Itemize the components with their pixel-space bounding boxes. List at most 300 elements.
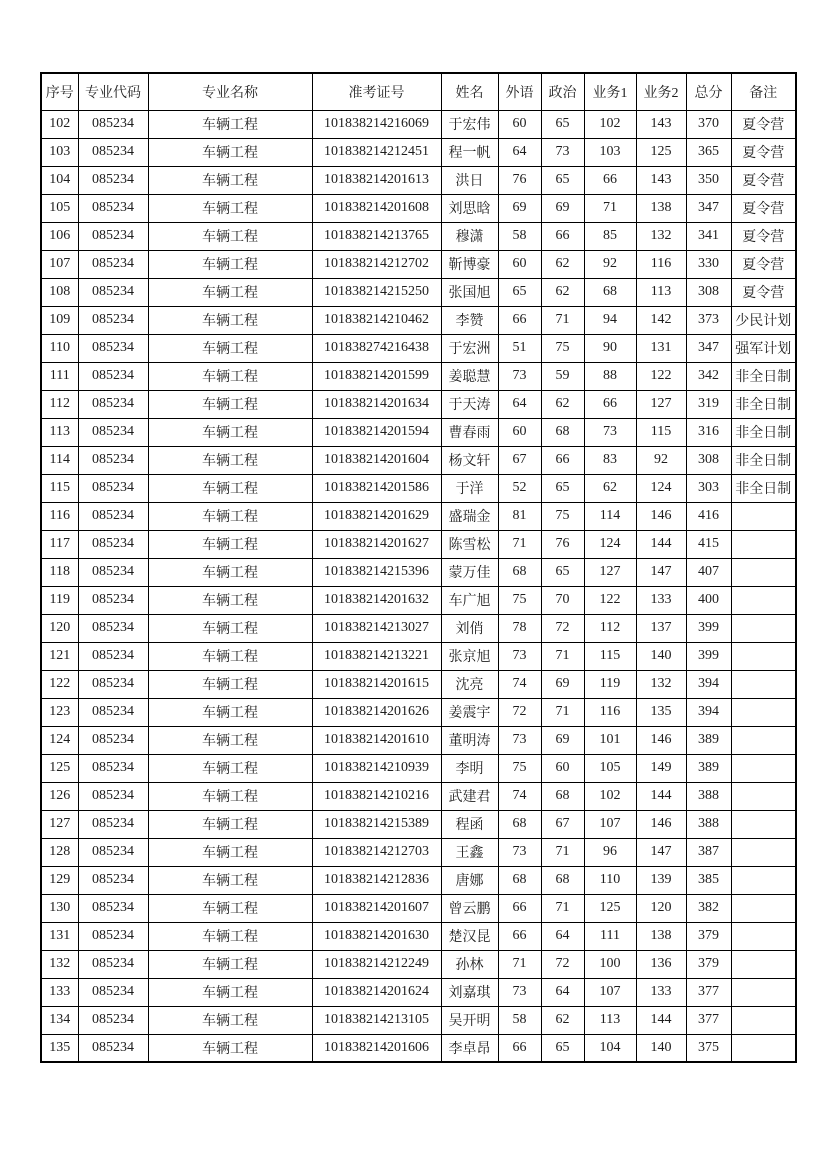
cell-exam-no: 101838214212249 bbox=[312, 950, 441, 978]
cell-exam-no: 101838214213027 bbox=[312, 614, 441, 642]
cell-total: 365 bbox=[686, 138, 731, 166]
cell-name: 洪日 bbox=[441, 166, 498, 194]
cell-exam-no: 101838214201604 bbox=[312, 446, 441, 474]
cell-foreign-language: 65 bbox=[498, 278, 541, 306]
cell-seq: 132 bbox=[41, 950, 78, 978]
cell-exam-no: 101838214215250 bbox=[312, 278, 441, 306]
col-header-remark: 备注 bbox=[731, 73, 796, 110]
cell-major-code: 085234 bbox=[78, 866, 148, 894]
cell-name: 张国旭 bbox=[441, 278, 498, 306]
cell-name: 刘思晗 bbox=[441, 194, 498, 222]
table-row bbox=[41, 502, 796, 530]
cell-subject1: 127 bbox=[584, 558, 636, 586]
cell-seq: 135 bbox=[41, 1034, 78, 1062]
cell-total: 400 bbox=[686, 586, 731, 614]
cell-exam-no: 101838214215396 bbox=[312, 558, 441, 586]
cell-major-name: 车辆工程 bbox=[148, 642, 312, 670]
cell-major-code: 085234 bbox=[78, 446, 148, 474]
cell-exam-no: 101838214215389 bbox=[312, 810, 441, 838]
cell-major-name: 车辆工程 bbox=[148, 362, 312, 390]
cell-major-code: 085234 bbox=[78, 698, 148, 726]
cell-seq: 121 bbox=[41, 642, 78, 670]
cell-total: 375 bbox=[686, 1034, 731, 1062]
cell-major-name: 车辆工程 bbox=[148, 698, 312, 726]
cell-name: 曹春雨 bbox=[441, 418, 498, 446]
cell-subject2: 132 bbox=[636, 222, 686, 250]
cell-subject1: 124 bbox=[584, 530, 636, 558]
cell-seq: 124 bbox=[41, 726, 78, 754]
col-header-major-code: 专业代码 bbox=[78, 73, 148, 110]
table-row bbox=[41, 894, 796, 922]
cell-major-code: 085234 bbox=[78, 810, 148, 838]
cell-major-name: 车辆工程 bbox=[148, 166, 312, 194]
table-row bbox=[41, 222, 796, 250]
table-row bbox=[41, 110, 796, 138]
cell-foreign-language: 71 bbox=[498, 950, 541, 978]
cell-subject1: 111 bbox=[584, 922, 636, 950]
cell-foreign-language: 66 bbox=[498, 922, 541, 950]
cell-subject2: 131 bbox=[636, 334, 686, 362]
cell-seq: 123 bbox=[41, 698, 78, 726]
cell-subject2: 144 bbox=[636, 530, 686, 558]
table-row bbox=[41, 166, 796, 194]
cell-exam-no: 101838214213105 bbox=[312, 1006, 441, 1034]
cell-name: 穆潇 bbox=[441, 222, 498, 250]
col-header-foreign-language: 外语 bbox=[498, 73, 541, 110]
cell-politics: 71 bbox=[541, 838, 584, 866]
cell-major-name: 车辆工程 bbox=[148, 558, 312, 586]
cell-remark bbox=[731, 1006, 796, 1034]
cell-politics: 70 bbox=[541, 586, 584, 614]
cell-subject1: 73 bbox=[584, 418, 636, 446]
cell-exam-no: 101838214212451 bbox=[312, 138, 441, 166]
cell-major-name: 车辆工程 bbox=[148, 530, 312, 558]
cell-subject2: 122 bbox=[636, 362, 686, 390]
cell-major-name: 车辆工程 bbox=[148, 586, 312, 614]
cell-name: 张京旭 bbox=[441, 642, 498, 670]
cell-major-name: 车辆工程 bbox=[148, 614, 312, 642]
cell-seq: 109 bbox=[41, 306, 78, 334]
cell-politics: 71 bbox=[541, 642, 584, 670]
cell-major-name: 车辆工程 bbox=[148, 754, 312, 782]
cell-major-code: 085234 bbox=[78, 586, 148, 614]
cell-seq: 125 bbox=[41, 754, 78, 782]
cell-total: 350 bbox=[686, 166, 731, 194]
cell-name: 吴开明 bbox=[441, 1006, 498, 1034]
cell-major-code: 085234 bbox=[78, 502, 148, 530]
cell-foreign-language: 68 bbox=[498, 810, 541, 838]
cell-major-code: 085234 bbox=[78, 726, 148, 754]
cell-seq: 117 bbox=[41, 530, 78, 558]
cell-total: 379 bbox=[686, 950, 731, 978]
cell-total: 308 bbox=[686, 278, 731, 306]
cell-subject1: 66 bbox=[584, 390, 636, 418]
cell-name: 姜聪慧 bbox=[441, 362, 498, 390]
cell-foreign-language: 81 bbox=[498, 502, 541, 530]
table-row bbox=[41, 194, 796, 222]
cell-foreign-language: 72 bbox=[498, 698, 541, 726]
cell-subject1: 125 bbox=[584, 894, 636, 922]
col-header-exam-no: 准考证号 bbox=[312, 73, 441, 110]
cell-remark bbox=[731, 894, 796, 922]
cell-exam-no: 101838214212703 bbox=[312, 838, 441, 866]
cell-major-code: 085234 bbox=[78, 838, 148, 866]
table-row bbox=[41, 642, 796, 670]
cell-exam-no: 101838214212702 bbox=[312, 250, 441, 278]
cell-name: 武建君 bbox=[441, 782, 498, 810]
cell-politics: 69 bbox=[541, 194, 584, 222]
cell-major-code: 085234 bbox=[78, 334, 148, 362]
cell-exam-no: 101838214201630 bbox=[312, 922, 441, 950]
cell-name: 程一帆 bbox=[441, 138, 498, 166]
cell-exam-no: 101838214201627 bbox=[312, 530, 441, 558]
table-row bbox=[41, 362, 796, 390]
table-row bbox=[41, 810, 796, 838]
cell-major-code: 085234 bbox=[78, 390, 148, 418]
cell-subject1: 107 bbox=[584, 978, 636, 1006]
cell-politics: 62 bbox=[541, 390, 584, 418]
cell-subject2: 143 bbox=[636, 166, 686, 194]
table-row bbox=[41, 334, 796, 362]
cell-politics: 68 bbox=[541, 782, 584, 810]
table-row bbox=[41, 586, 796, 614]
cell-seq: 104 bbox=[41, 166, 78, 194]
cell-name: 孙林 bbox=[441, 950, 498, 978]
cell-politics: 64 bbox=[541, 922, 584, 950]
table-body bbox=[41, 110, 796, 1062]
cell-subject2: 125 bbox=[636, 138, 686, 166]
cell-seq: 103 bbox=[41, 138, 78, 166]
cell-politics: 60 bbox=[541, 754, 584, 782]
cell-subject2: 142 bbox=[636, 306, 686, 334]
table-row bbox=[41, 250, 796, 278]
cell-remark bbox=[731, 670, 796, 698]
cell-remark bbox=[731, 782, 796, 810]
cell-foreign-language: 60 bbox=[498, 110, 541, 138]
cell-total: 373 bbox=[686, 306, 731, 334]
cell-remark bbox=[731, 754, 796, 782]
cell-exam-no: 101838214201615 bbox=[312, 670, 441, 698]
cell-foreign-language: 52 bbox=[498, 474, 541, 502]
cell-politics: 66 bbox=[541, 446, 584, 474]
cell-foreign-language: 58 bbox=[498, 222, 541, 250]
cell-major-name: 车辆工程 bbox=[148, 950, 312, 978]
cell-foreign-language: 66 bbox=[498, 306, 541, 334]
cell-foreign-language: 74 bbox=[498, 670, 541, 698]
cell-major-code: 085234 bbox=[78, 474, 148, 502]
cell-seq: 106 bbox=[41, 222, 78, 250]
cell-politics: 65 bbox=[541, 558, 584, 586]
cell-major-code: 085234 bbox=[78, 222, 148, 250]
cell-seq: 127 bbox=[41, 810, 78, 838]
table-row bbox=[41, 278, 796, 306]
cell-major-name: 车辆工程 bbox=[148, 390, 312, 418]
cell-name: 杨文轩 bbox=[441, 446, 498, 474]
cell-major-name: 车辆工程 bbox=[148, 810, 312, 838]
cell-politics: 71 bbox=[541, 894, 584, 922]
cell-remark bbox=[731, 502, 796, 530]
cell-seq: 115 bbox=[41, 474, 78, 502]
cell-subject1: 83 bbox=[584, 446, 636, 474]
cell-foreign-language: 67 bbox=[498, 446, 541, 474]
cell-major-name: 车辆工程 bbox=[148, 278, 312, 306]
cell-politics: 68 bbox=[541, 866, 584, 894]
cell-major-code: 085234 bbox=[78, 1006, 148, 1034]
cell-major-code: 085234 bbox=[78, 754, 148, 782]
cell-subject1: 112 bbox=[584, 614, 636, 642]
table-row bbox=[41, 726, 796, 754]
cell-politics: 64 bbox=[541, 978, 584, 1006]
cell-foreign-language: 78 bbox=[498, 614, 541, 642]
cell-major-code: 085234 bbox=[78, 278, 148, 306]
cell-major-name: 车辆工程 bbox=[148, 726, 312, 754]
cell-name: 李赞 bbox=[441, 306, 498, 334]
cell-subject2: 149 bbox=[636, 754, 686, 782]
cell-subject2: 140 bbox=[636, 1034, 686, 1062]
table-row bbox=[41, 306, 796, 334]
cell-exam-no: 101838214201629 bbox=[312, 502, 441, 530]
cell-remark bbox=[731, 586, 796, 614]
cell-foreign-language: 68 bbox=[498, 866, 541, 894]
cell-total: 377 bbox=[686, 1006, 731, 1034]
cell-total: 347 bbox=[686, 334, 731, 362]
cell-major-code: 085234 bbox=[78, 978, 148, 1006]
cell-name: 唐娜 bbox=[441, 866, 498, 894]
table-row bbox=[41, 614, 796, 642]
cell-politics: 72 bbox=[541, 614, 584, 642]
cell-major-code: 085234 bbox=[78, 558, 148, 586]
cell-politics: 69 bbox=[541, 670, 584, 698]
cell-subject2: 138 bbox=[636, 922, 686, 950]
col-header-subject2: 业务2 bbox=[636, 73, 686, 110]
cell-major-code: 085234 bbox=[78, 782, 148, 810]
cell-seq: 105 bbox=[41, 194, 78, 222]
cell-exam-no: 101838214216069 bbox=[312, 110, 441, 138]
cell-remark: 少民计划 bbox=[731, 306, 796, 334]
cell-exam-no: 101838214201626 bbox=[312, 698, 441, 726]
cell-subject2: 146 bbox=[636, 810, 686, 838]
cell-major-name: 车辆工程 bbox=[148, 1034, 312, 1062]
cell-subject1: 100 bbox=[584, 950, 636, 978]
cell-major-code: 085234 bbox=[78, 1034, 148, 1062]
cell-subject1: 94 bbox=[584, 306, 636, 334]
cell-subject2: 147 bbox=[636, 838, 686, 866]
cell-total: 394 bbox=[686, 670, 731, 698]
cell-subject2: 137 bbox=[636, 614, 686, 642]
cell-seq: 102 bbox=[41, 110, 78, 138]
cell-major-name: 车辆工程 bbox=[148, 502, 312, 530]
cell-exam-no: 101838214201594 bbox=[312, 418, 441, 446]
cell-total: 341 bbox=[686, 222, 731, 250]
cell-remark bbox=[731, 810, 796, 838]
cell-subject1: 116 bbox=[584, 698, 636, 726]
cell-politics: 71 bbox=[541, 306, 584, 334]
cell-exam-no: 101838214201634 bbox=[312, 390, 441, 418]
cell-exam-no: 101838214210462 bbox=[312, 306, 441, 334]
table-row bbox=[41, 866, 796, 894]
cell-name: 蒙万佳 bbox=[441, 558, 498, 586]
table-row bbox=[41, 782, 796, 810]
cell-politics: 68 bbox=[541, 418, 584, 446]
cell-total: 342 bbox=[686, 362, 731, 390]
cell-name: 于洋 bbox=[441, 474, 498, 502]
cell-major-code: 085234 bbox=[78, 362, 148, 390]
cell-total: 387 bbox=[686, 838, 731, 866]
cell-politics: 75 bbox=[541, 502, 584, 530]
cell-major-code: 085234 bbox=[78, 306, 148, 334]
cell-remark bbox=[731, 922, 796, 950]
cell-major-name: 车辆工程 bbox=[148, 978, 312, 1006]
cell-remark bbox=[731, 614, 796, 642]
cell-major-name: 车辆工程 bbox=[148, 138, 312, 166]
cell-exam-no: 101838214201632 bbox=[312, 586, 441, 614]
cell-seq: 131 bbox=[41, 922, 78, 950]
cell-subject2: 116 bbox=[636, 250, 686, 278]
cell-seq: 130 bbox=[41, 894, 78, 922]
cell-exam-no: 101838214201610 bbox=[312, 726, 441, 754]
cell-foreign-language: 66 bbox=[498, 1034, 541, 1062]
cell-name: 刘嘉琪 bbox=[441, 978, 498, 1006]
cell-foreign-language: 73 bbox=[498, 642, 541, 670]
cell-exam-no: 101838214213765 bbox=[312, 222, 441, 250]
cell-subject2: 92 bbox=[636, 446, 686, 474]
cell-major-name: 车辆工程 bbox=[148, 1006, 312, 1034]
cell-total: 385 bbox=[686, 866, 731, 894]
cell-exam-no: 101838214201599 bbox=[312, 362, 441, 390]
table-row bbox=[41, 418, 796, 446]
cell-subject1: 101 bbox=[584, 726, 636, 754]
cell-subject2: 146 bbox=[636, 726, 686, 754]
cell-remark bbox=[731, 558, 796, 586]
cell-politics: 76 bbox=[541, 530, 584, 558]
cell-subject2: 143 bbox=[636, 110, 686, 138]
cell-name: 刘俏 bbox=[441, 614, 498, 642]
cell-total: 399 bbox=[686, 614, 731, 642]
cell-politics: 62 bbox=[541, 278, 584, 306]
cell-seq: 118 bbox=[41, 558, 78, 586]
cell-subject1: 66 bbox=[584, 166, 636, 194]
cell-politics: 65 bbox=[541, 166, 584, 194]
cell-subject1: 88 bbox=[584, 362, 636, 390]
cell-remark bbox=[731, 978, 796, 1006]
cell-subject2: 144 bbox=[636, 1006, 686, 1034]
cell-subject1: 122 bbox=[584, 586, 636, 614]
cell-seq: 119 bbox=[41, 586, 78, 614]
cell-name: 车广旭 bbox=[441, 586, 498, 614]
table-row bbox=[41, 138, 796, 166]
cell-name: 姜震宇 bbox=[441, 698, 498, 726]
cell-remark: 夏令营 bbox=[731, 138, 796, 166]
cell-total: 319 bbox=[686, 390, 731, 418]
cell-seq: 114 bbox=[41, 446, 78, 474]
cell-exam-no: 101838274216438 bbox=[312, 334, 441, 362]
cell-remark: 非全日制 bbox=[731, 446, 796, 474]
cell-major-code: 085234 bbox=[78, 950, 148, 978]
cell-major-name: 车辆工程 bbox=[148, 306, 312, 334]
cell-subject2: 138 bbox=[636, 194, 686, 222]
table-row bbox=[41, 446, 796, 474]
cell-name: 陈雪松 bbox=[441, 530, 498, 558]
table-row bbox=[41, 670, 796, 698]
cell-seq: 120 bbox=[41, 614, 78, 642]
cell-subject1: 68 bbox=[584, 278, 636, 306]
cell-subject1: 115 bbox=[584, 642, 636, 670]
cell-name: 王鑫 bbox=[441, 838, 498, 866]
cell-major-code: 085234 bbox=[78, 670, 148, 698]
table-row bbox=[41, 698, 796, 726]
cell-politics: 69 bbox=[541, 726, 584, 754]
cell-major-code: 085234 bbox=[78, 110, 148, 138]
cell-politics: 66 bbox=[541, 222, 584, 250]
cell-politics: 72 bbox=[541, 950, 584, 978]
cell-total: 316 bbox=[686, 418, 731, 446]
col-header-subject1: 业务1 bbox=[584, 73, 636, 110]
cell-subject2: 135 bbox=[636, 698, 686, 726]
cell-seq: 128 bbox=[41, 838, 78, 866]
cell-total: 388 bbox=[686, 782, 731, 810]
cell-exam-no: 101838214201624 bbox=[312, 978, 441, 1006]
cell-exam-no: 101838214212836 bbox=[312, 866, 441, 894]
cell-foreign-language: 66 bbox=[498, 894, 541, 922]
cell-total: 347 bbox=[686, 194, 731, 222]
cell-foreign-language: 58 bbox=[498, 1006, 541, 1034]
cell-name: 沈亮 bbox=[441, 670, 498, 698]
table-row bbox=[41, 1034, 796, 1062]
cell-subject2: 140 bbox=[636, 642, 686, 670]
cell-remark bbox=[731, 698, 796, 726]
cell-politics: 71 bbox=[541, 698, 584, 726]
table-row bbox=[41, 950, 796, 978]
cell-subject2: 115 bbox=[636, 418, 686, 446]
cell-foreign-language: 69 bbox=[498, 194, 541, 222]
cell-total: 416 bbox=[686, 502, 731, 530]
cell-foreign-language: 68 bbox=[498, 558, 541, 586]
cell-foreign-language: 51 bbox=[498, 334, 541, 362]
cell-subject1: 107 bbox=[584, 810, 636, 838]
cell-total: 389 bbox=[686, 726, 731, 754]
header-row bbox=[41, 73, 796, 110]
cell-name: 盛瑞金 bbox=[441, 502, 498, 530]
cell-major-name: 车辆工程 bbox=[148, 866, 312, 894]
cell-name: 李卓昂 bbox=[441, 1034, 498, 1062]
cell-foreign-language: 64 bbox=[498, 138, 541, 166]
cell-seq: 113 bbox=[41, 418, 78, 446]
cell-exam-no: 101838214201608 bbox=[312, 194, 441, 222]
cell-exam-no: 101838214201613 bbox=[312, 166, 441, 194]
cell-subject2: 133 bbox=[636, 978, 686, 1006]
cell-major-name: 车辆工程 bbox=[148, 670, 312, 698]
col-header-major-name: 专业名称 bbox=[148, 73, 312, 110]
cell-foreign-language: 74 bbox=[498, 782, 541, 810]
cell-subject1: 102 bbox=[584, 110, 636, 138]
cell-seq: 133 bbox=[41, 978, 78, 1006]
cell-seq: 110 bbox=[41, 334, 78, 362]
cell-foreign-language: 73 bbox=[498, 362, 541, 390]
cell-subject1: 92 bbox=[584, 250, 636, 278]
cell-major-code: 085234 bbox=[78, 922, 148, 950]
score-table bbox=[40, 72, 797, 1063]
cell-subject1: 114 bbox=[584, 502, 636, 530]
cell-major-name: 车辆工程 bbox=[148, 418, 312, 446]
cell-remark: 夏令营 bbox=[731, 110, 796, 138]
cell-major-code: 085234 bbox=[78, 894, 148, 922]
cell-major-code: 085234 bbox=[78, 138, 148, 166]
cell-subject1: 85 bbox=[584, 222, 636, 250]
table-row bbox=[41, 1006, 796, 1034]
cell-politics: 59 bbox=[541, 362, 584, 390]
cell-exam-no: 101838214201586 bbox=[312, 474, 441, 502]
cell-subject1: 102 bbox=[584, 782, 636, 810]
